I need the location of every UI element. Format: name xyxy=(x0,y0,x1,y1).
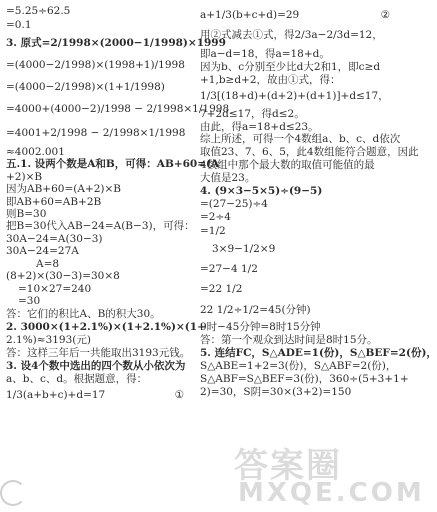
text-line: 把B=30代入AB−24=A(B−3)，可得： xyxy=(6,220,195,232)
text-line: (8+2)×(30−3)=30×8 xyxy=(6,270,120,282)
equation-number: ① xyxy=(174,389,184,401)
text-line: =30 xyxy=(18,295,41,307)
text-line: 1/3(a+b+c)+d=17 xyxy=(6,389,106,401)
text-line: 由此，得a=18+d≤23。 xyxy=(200,121,319,133)
watermark-title: 答案圈 xyxy=(234,446,342,486)
text-line: 2.1%)≈3193(元) xyxy=(6,334,91,346)
text-line: 5. 连结FC，S△ADE=1(份)，S△BEF=2(份)， xyxy=(200,347,437,359)
text-line: 大值是23。 xyxy=(200,172,256,184)
text-line: =0.1 xyxy=(6,19,32,31)
text-line: =(4000−2/1998)×(1998+1)/1998 xyxy=(6,59,185,71)
text-line: 3×9−1/2×9 xyxy=(212,243,276,255)
equation-number: ② xyxy=(380,9,390,21)
text-line: 答：第一个观众到达时间是8时15分。 xyxy=(200,334,378,346)
watermark xyxy=(228,438,425,510)
text-line: 30A−24=27A xyxy=(6,245,79,257)
text-line: =(27−25)÷4 xyxy=(200,198,268,210)
text-line: 五.1. 设两个数是A和B，可得：AB+60=(A xyxy=(6,158,220,170)
text-line: 则B=30 xyxy=(6,208,47,220)
text-line: =4001+2/1998 − 2/1998×1/1998 xyxy=(6,127,186,139)
text-line: 3. 原式=2/1998×(2000−1/1998)×1999 xyxy=(6,37,226,49)
text-line: 答：它们的积比A、B的积大30。 xyxy=(6,308,161,320)
text-line: 即a−d=18，得a=18+d。 xyxy=(200,48,330,60)
text-line: 4. (9×3−5×5)÷(9−5) xyxy=(200,185,323,197)
text-line: 用②式减去①式，得2/3a−2/3d=12， xyxy=(200,29,383,41)
text-line: 3. 设4个数中选出的四个数从小依次为 xyxy=(6,360,186,372)
text-line: S△ABE=1+2=3(份)，S△ABF=2(份)， xyxy=(200,360,397,372)
text-line: 答：这样三年后一共能取出3193元钱。 xyxy=(6,347,191,359)
text-line: =(4000−2/1998)×(1+1/1998) xyxy=(6,81,165,93)
text-line: =27−4 1/2 xyxy=(200,263,258,275)
text-line: +1,b≥d+2，故由①式，得： xyxy=(200,74,341,86)
text-line: 1/3[(18+d)+(d+2)+(d+1)]+d≤17， xyxy=(200,90,389,102)
text-line: 因为AB+60=(A+2)×B xyxy=(6,183,122,195)
text-line: A=8 xyxy=(36,258,60,270)
text-line: 取值23、7、6、5，此4数组能符合题意，因此 xyxy=(200,146,419,158)
watermark-url: MXQE.COM xyxy=(238,478,425,508)
text-line: 9时−45分钟=8时15分钟 xyxy=(200,321,321,333)
text-line: 综上所述，可得一个4数组a、b、c、d依次 xyxy=(200,133,401,145)
text-line: 30A−24=A(30−3) xyxy=(6,233,103,245)
text-line: 7+2d≤17，得d≤2。 xyxy=(200,108,305,120)
text-line: S△ABF=S△BEF=3(份)，360÷(5+3+1+ xyxy=(200,373,409,385)
text-line: a+1/3(b+c+d)=29 xyxy=(200,9,300,21)
text-line: 2)=30，S阴=30×(3+2)=150 xyxy=(200,386,352,398)
text-line: +2)×B xyxy=(6,171,43,183)
text-line: 22 1/2÷1/2=45(分钟) xyxy=(200,304,311,316)
text-line: =22 1/2 xyxy=(200,283,243,295)
text-line: 2. 3000×(1+2.1%)×(1+2.1%)×(1+ xyxy=(6,321,206,333)
text-line: 因为b、c分别至少比d大2和1，即c≥d xyxy=(200,61,381,73)
text-line: =5.25÷62.5 xyxy=(6,5,71,17)
text-line: =2÷4 xyxy=(200,211,231,223)
text-line: =1/2 xyxy=(200,225,226,237)
text-line: 即AB+60=AB+2B xyxy=(6,196,102,208)
text-line: =4000+(4000−2)/1998 − 2/1998×1/1998 xyxy=(6,103,230,115)
text-line: a、b、c、d。根据题意，得： xyxy=(6,373,148,385)
page-corner-mark xyxy=(0,480,26,506)
text-line: 4数组中那个最大数的取值可能值的最 xyxy=(200,159,375,171)
text-line: =10×27=240 xyxy=(18,283,92,295)
text-line: ≈4002.001 xyxy=(6,146,65,158)
